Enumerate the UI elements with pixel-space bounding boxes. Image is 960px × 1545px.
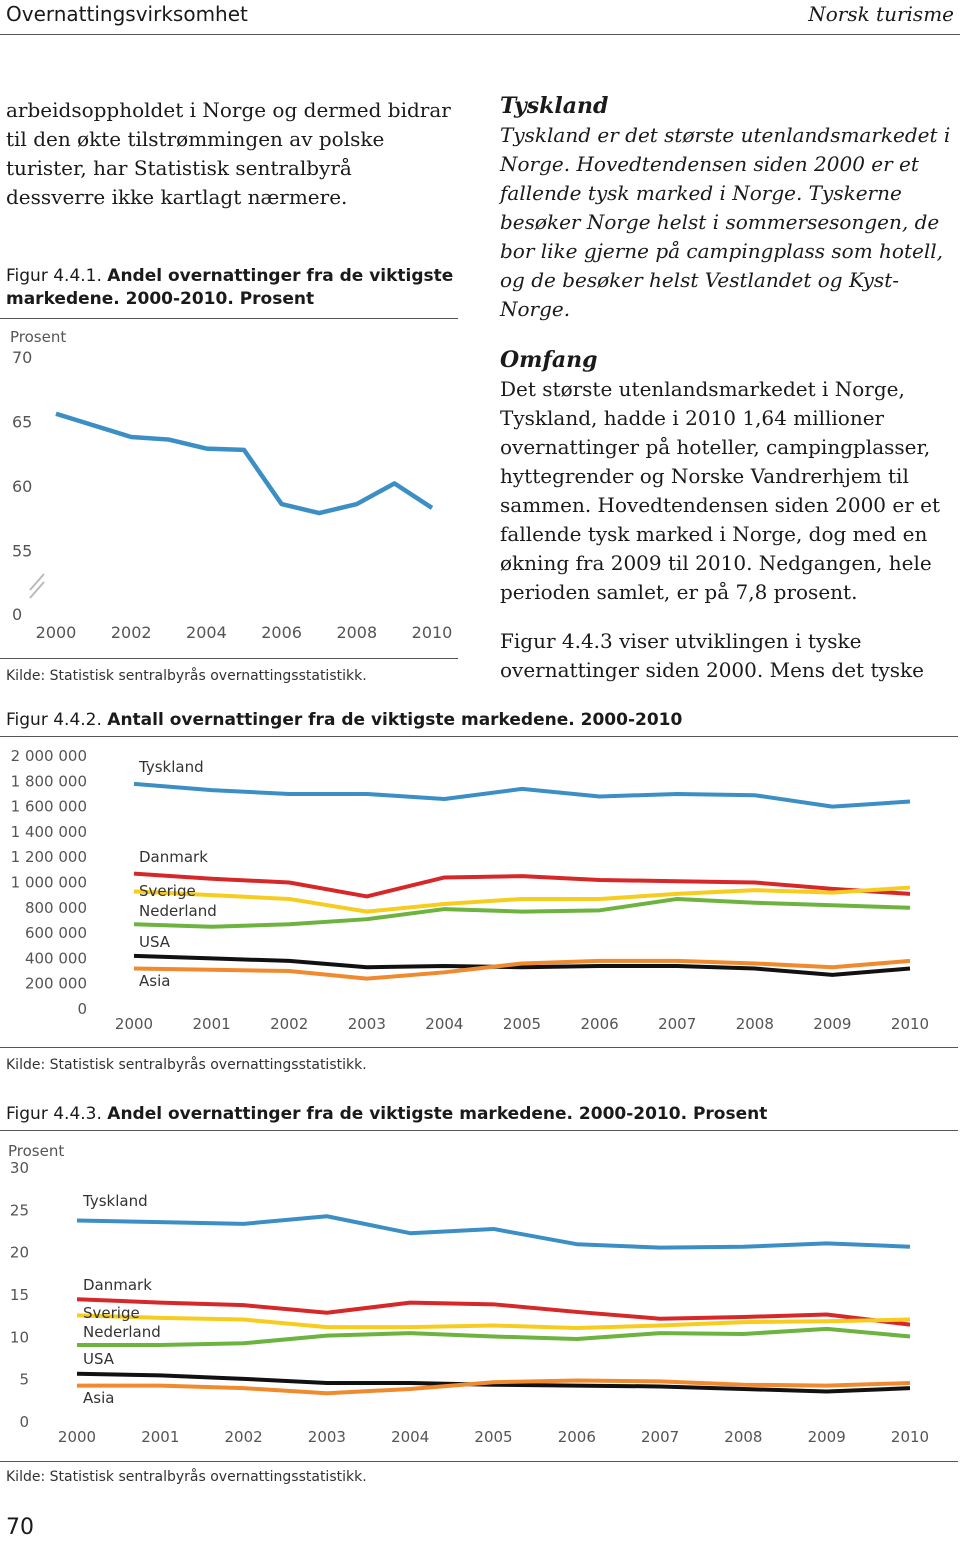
figure2-y-tick-label: 400 000	[24, 949, 87, 968]
figure1-x-tick-label: 2006	[261, 623, 302, 642]
figure3-x-tick-label: 2004	[391, 1428, 430, 1446]
omfang-paragraph: Det største utenlandsmarkedet i Norge, Tyskland, hadde i 2010 1,64 millioner overnattinger på hoteller, campingplasser, hyttegrender og Norske Vandrerhjem til sammen. Hovedtendensen siden 2000 er et fallende tysk marked i Norge, dog med en økning fra 2009 til 2010. Nedgangen, hele perioden samlet, er på 7,8 prosent.	[500, 377, 940, 604]
figure2-heading: Antall overnattinger fra de viktigste markedene. 2000-2010	[107, 710, 683, 730]
figure3-y-tick-label: 0	[19, 1413, 29, 1431]
header-divider	[0, 34, 960, 35]
figure3-x-tick-label: 2007	[641, 1428, 680, 1446]
figure3-label: Figur 4.4.3.	[6, 1104, 102, 1124]
figure2-x-tick-label: 2010	[890, 1015, 930, 1033]
section-heading-tyskland: Tyskland	[500, 93, 609, 119]
figure-reference-paragraph: Figur 4.4.3 viser utviklingen i tyske overnattinger siden 2000. Mens det tyske	[500, 629, 925, 682]
figure3-legend-sverige: Sverige	[83, 1304, 140, 1322]
figure1-x-tick-label: 2004	[186, 623, 227, 642]
figure1-title	[6, 265, 456, 311]
figure1-source: Kilde: Statistisk sentralbyrås overnattingsstatistikk.	[6, 668, 367, 684]
figure1-x-tick-label: 2010	[411, 623, 453, 642]
figure3-x-tick-label: 2002	[224, 1428, 263, 1446]
section-heading-omfang: Omfang	[500, 347, 598, 373]
figure3-top-rule	[0, 1130, 958, 1131]
figure2-legend-nederland: Nederland	[139, 902, 217, 920]
figure1-label: Figur 4.4.1.	[6, 266, 102, 286]
figure2-series-nederland	[134, 899, 910, 927]
running-header-left: Overnattingsvirksomhet	[6, 2, 248, 26]
figure3-series-nederland	[77, 1329, 910, 1345]
figure2-bottom-rule	[0, 1047, 958, 1048]
figure1-y-tick-label: 0	[12, 605, 23, 624]
figure3-heading: Andel overnattinger fra de viktigste markedene. 2000-2010. Prosent	[107, 1104, 768, 1124]
figure1-x-tick-label: 2002	[110, 623, 152, 642]
axis-break-mark	[30, 574, 44, 590]
figure1-bottom-rule	[0, 658, 458, 659]
figure2-x-tick-label: 2004	[425, 1015, 464, 1033]
figure1-series-line	[56, 414, 432, 513]
figure1-y-tick-label: 65	[12, 412, 33, 432]
page-number: 70	[6, 1515, 34, 1540]
figure3-bottom-rule	[0, 1461, 958, 1462]
figure3-x-tick-label: 2008	[724, 1428, 763, 1446]
figure2-y-tick-label: 1 400 000	[10, 822, 87, 841]
figure2-y-tick-label: 200 000	[24, 974, 87, 993]
figure2-legend-sverige: Sverige	[139, 882, 196, 900]
running-header-right: Norsk turisme	[808, 2, 954, 26]
figure2-y-tick-label: 1 000 000	[10, 873, 87, 892]
figure1-y-axis-label: Prosent	[10, 328, 67, 346]
figure2-series-sverige	[134, 888, 910, 912]
figure3-legend-asia: Asia	[83, 1389, 115, 1407]
figure2-y-tick-label: 2 000 000	[10, 747, 87, 765]
figure2-legend-danmark: Danmark	[139, 848, 208, 866]
figure2-legend-usa: USA	[139, 933, 171, 951]
figure2-source: Kilde: Statistisk sentralbyrås overnattingsstatistikk.	[6, 1057, 367, 1073]
figure3-title	[6, 1103, 956, 1126]
figure1-y-tick-label: 60	[12, 477, 33, 496]
figure3-legend-tyskland: Tyskland	[83, 1192, 148, 1210]
figure3-x-tick-label: 2001	[141, 1428, 180, 1446]
figure2-x-tick-label: 2007	[658, 1015, 697, 1033]
figure2-legend-tyskland: Tyskland	[139, 758, 204, 776]
figure2-x-tick-label: 2000	[114, 1015, 154, 1033]
figure3-legend-usa: USA	[83, 1350, 115, 1368]
figure1-x-tick-label: 2008	[336, 623, 378, 642]
intro-paragraph: arbeidsoppholdet i Norge og dermed bidrar til den økte tilstrømmingen av polske turister, har Statistisk sentralbyrå dessverre ikke kartlagt nærmere.	[6, 98, 451, 209]
figure3-x-tick-label: 2010	[890, 1428, 930, 1446]
figure2-y-tick-label: 800 000	[24, 898, 87, 917]
figure1-y-tick-label: 55	[12, 541, 33, 561]
figure3-x-tick-label: 2003	[307, 1428, 346, 1446]
figure2-x-tick-label: 2008	[735, 1015, 774, 1033]
figure3-series-tyskland	[77, 1216, 910, 1247]
figure2-y-tick-label: 600 000	[24, 924, 87, 943]
figure1-y-tick-label: 70	[12, 348, 33, 367]
figure3-x-tick-label: 2009	[807, 1428, 846, 1446]
figure2-y-tick-label: 0	[77, 1000, 87, 1018]
figure1-x-tick-label: 2000	[35, 623, 77, 642]
figure2-title	[6, 709, 956, 732]
right-column	[500, 92, 952, 685]
figure1-heading: Andel overnattinger fra de viktigste markedene. 2000-2010. Prosent	[6, 266, 454, 309]
figure3-x-tick-label: 2005	[474, 1428, 513, 1446]
axis-break-mark	[30, 582, 44, 598]
figure3-y-tick-label: 5	[19, 1370, 29, 1389]
figure2-x-tick-label: 2001	[192, 1015, 231, 1033]
figure1-chart	[0, 320, 460, 660]
figure2-top-rule	[0, 736, 958, 737]
figure3-legend-nederland: Nederland	[83, 1323, 161, 1341]
tyskland-paragraph: Tyskland er det største utenlandsmarkedet i Norge. Hovedtendensen siden 2000 er et fallende tysk marked i Norge. Tyskerne besøker Norge helst i sommersesongen, de bor like gjerne på campingplass som hotell, og de besøker helst Vestlandet og Kyst-Norge.	[500, 123, 951, 321]
figure2-x-tick-label: 2005	[502, 1015, 542, 1033]
figure2-y-tick-label: 1 600 000	[10, 797, 87, 816]
figure3-x-tick-label: 2006	[557, 1428, 596, 1446]
figure3-y-tick-label: 15	[9, 1286, 29, 1304]
figure2-label: Figur 4.4.2.	[6, 710, 102, 730]
figure3-y-axis-label: Prosent	[8, 1142, 65, 1160]
figure2-x-tick-label: 2006	[580, 1015, 619, 1033]
figure2-series-tyskland	[134, 784, 910, 807]
figure2-y-tick-label: 1 200 000	[10, 848, 87, 867]
figure3-y-tick-label: 25	[9, 1201, 29, 1220]
figure1-top-rule	[0, 318, 458, 319]
figure2-x-tick-label: 2009	[813, 1015, 852, 1033]
figure3-y-tick-label: 20	[9, 1243, 29, 1262]
figure2-y-tick-label: 1 800 000	[10, 772, 87, 791]
figure2-x-tick-label: 2003	[347, 1015, 386, 1033]
figure2-x-tick-label: 2002	[270, 1015, 309, 1033]
figure2-legend-asia: Asia	[139, 972, 171, 990]
figure3-y-tick-label: 30	[9, 1159, 29, 1177]
figure3-source: Kilde: Statistisk sentralbyrås overnattingsstatistikk.	[6, 1469, 367, 1485]
figure2-chart	[0, 738, 960, 1046]
figure3-y-tick-label: 10	[9, 1328, 29, 1347]
figure3-chart	[0, 1132, 960, 1460]
figure3-legend-danmark: Danmark	[83, 1276, 152, 1294]
figure3-x-tick-label: 2000	[57, 1428, 97, 1446]
